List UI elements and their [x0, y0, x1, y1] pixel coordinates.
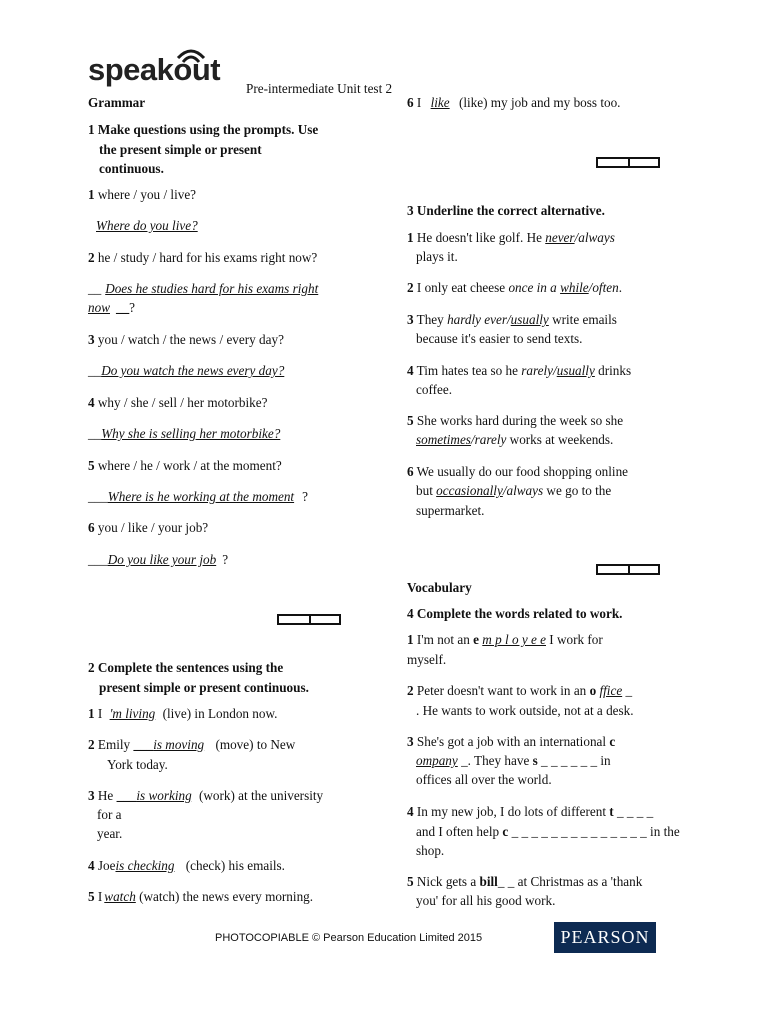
task3-item-3: 3 They hardly ever/usually write emails [407, 312, 617, 327]
task4-item-3-l2: ompany _. They have s _ _ _ _ _ _ in [416, 753, 611, 768]
task1-item-2-answer: __ Does he studies hard for his exams right [88, 281, 319, 296]
task1-item-1-prompt: 1 where / you / live? [88, 187, 197, 202]
task2-item-1: 1 I 'm living (live) in London now. [88, 706, 278, 721]
task3-item-1-l2: plays it. [416, 249, 458, 264]
test-title: Pre-intermediate Unit test 2 [246, 81, 393, 96]
task4-instruction: 4 Complete the words related to work. [407, 606, 623, 621]
task1-item-4-answer: __Why she is selling her motorbike? [88, 426, 281, 441]
task1-item-5-prompt: 5 where / he / work / at the moment? [88, 458, 282, 473]
task4-item-5-l2: you' for all his good work. [416, 893, 556, 908]
task1-item-5-answer: ___Where is he working at the moment ? [88, 489, 308, 504]
task2-item-4: 4 Joeis checking (check) his emails. [88, 858, 285, 873]
task4-item-2: 2 Peter doesn't want to work in an o ffice _ [407, 683, 633, 698]
task3-item-6: 6 We usually do our food shopping online [407, 464, 629, 479]
task3-item-6-l3: supermarket. [416, 503, 485, 518]
task1-item-3-answer: __Do you watch the news every day? [88, 363, 285, 378]
task4-item-4-l3: shop. [416, 843, 445, 858]
task3-item-6-l2: but occasionally/always we go to the [416, 483, 612, 498]
task3-score-box [596, 564, 660, 575]
task1-item-3-prompt: 3 you / watch / the news / every day? [88, 332, 284, 347]
task2-item-6: 6 I like (like) my job and my boss too. [407, 95, 621, 110]
vocabulary-heading: Vocabulary [407, 580, 472, 595]
task2-item-2: 2 Emily ___is moving (move) to New [88, 737, 296, 752]
grammar-heading: Grammar [88, 95, 146, 110]
task1-item-4-prompt: 4 why / she / sell / her motorbike? [88, 395, 268, 410]
task1-item-1-answer: Where do you live? [96, 218, 198, 233]
task3-item-5: 5 She works hard during the week so she [407, 413, 624, 428]
pearson-logo: PEARSON [554, 922, 656, 953]
task3-item-3-l2: because it's easier to send texts. [416, 331, 583, 346]
task2-item-5: 5 I watch (watch) the news every morning. [88, 889, 314, 904]
task4-item-2-l2: . He wants to work outside, not at a desk. [416, 703, 634, 718]
task4-item-4-l2: and I often help c _ _ _ _ _ _ _ _ _ _ _ _ _ _ in the [416, 824, 680, 839]
task1-item-6-answer: ___Do you like your job ? [88, 552, 229, 567]
task2-item-3-l2: for a [97, 807, 122, 822]
task1-instruction: 1 Make questions using the prompts. Use [88, 122, 319, 137]
task4-item-3: 3 She's got a job with an international c [407, 734, 616, 749]
task2-item-2-l2: York today. [107, 757, 168, 772]
task3-item-5-l2: sometimes/rarely works at weekends. [416, 432, 614, 447]
logo-text: speakout [88, 52, 221, 87]
task1-item-2-answer-l2: now __? [88, 300, 136, 315]
task3-item-4: 4 Tim hates tea so he rarely/usually drinks [407, 363, 632, 378]
task1-instruction-l2: the present simple or present [99, 142, 262, 157]
task4-item-4: 4 In my new job, I do lots of different t _ _ _ _ [407, 804, 654, 819]
task3-item-4-l2: coffee. [416, 382, 452, 397]
task2-instruction: 2 Complete the sentences using the [88, 660, 284, 675]
task3-item-1: 1 He doesn't like golf. He never/always [407, 230, 615, 245]
task2-item-3: 3 He ___is working (work) at the university [88, 788, 324, 803]
task2-item-3-l3: year. [97, 826, 123, 841]
task3-instruction: 3 Underline the correct alternative. [407, 203, 605, 218]
task4-item-5: 5 Nick gets a bill_ _ at Christmas as a 'thank [407, 874, 643, 889]
task4-item-1: 1 I'm not an e m p l o y e e I work for [407, 632, 603, 647]
copyright-footer: PHOTOCOPIABLE © Pearson Education Limited 2015 [215, 932, 483, 944]
task1-instruction-l3: continuous. [99, 161, 164, 176]
speakout-logo [88, 44, 243, 90]
task1-item-2-prompt: 2 he / study / hard for his exams right now? [88, 250, 318, 265]
task1-score-box [277, 614, 341, 625]
task2-score-box [596, 157, 660, 168]
task3-item-2: 2 I only eat cheese once in a while/often. [407, 280, 622, 295]
task2-instruction-l2: present simple or present continuous. [99, 680, 309, 695]
task4-item-1-l2: myself. [407, 652, 447, 667]
task4-item-3-l3: offices all over the world. [416, 772, 552, 787]
task1-item-6-prompt: 6 you / like / your job? [88, 520, 209, 535]
